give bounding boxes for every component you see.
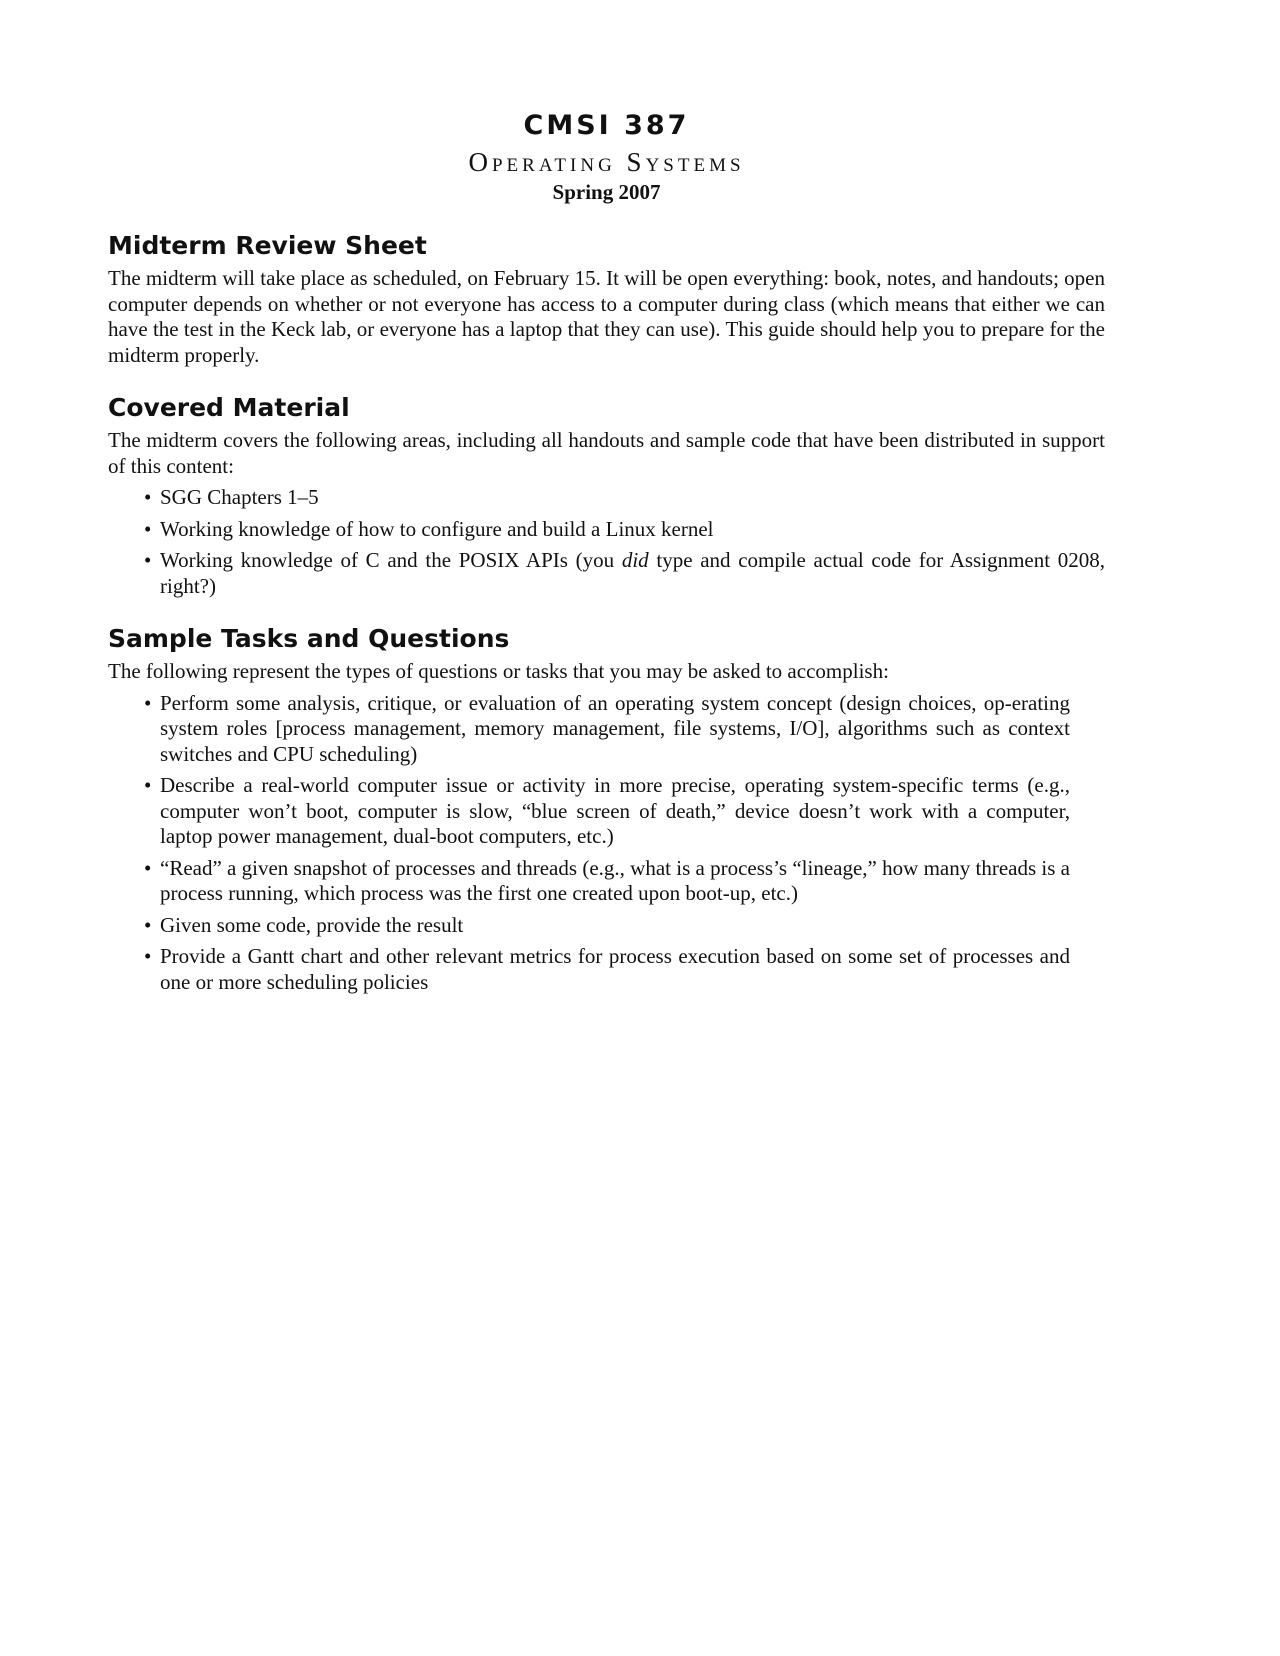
section-heading: Covered Material (108, 393, 350, 422)
section-paragraph: The midterm will take place as scheduled, on February 15. It will be open everything: book, notes, and handouts; open computer depends on whether or not everyone has access to a computer during class (which means that either we can have the test in the Keck lab, or everyone has a laptop that they can use). This guide should help you to prepare for the midterm properly. (108, 266, 1105, 367)
section-covered-material (108, 392, 1105, 599)
list-item-text: Perform some analysis, critique, or evaluation of an operating system concept (design choices, op-erating system roles [process management, memory management, file systems, I/O], algorithms such as context switches and CPU scheduling) (160, 690, 1070, 766)
bullet-icon: • (144, 548, 152, 572)
list-item (144, 485, 1105, 511)
section-sample-tasks (108, 623, 1105, 995)
section-midterm (108, 230, 1105, 368)
list-item-text: SGG Chapters 1–5 (160, 485, 319, 509)
bullet-icon: • (144, 773, 152, 797)
bullet-icon: • (144, 485, 152, 509)
bullet-list (108, 691, 1070, 996)
list-item-text: type and compile actual code for Assignment 0208, right?) (160, 548, 1105, 598)
bullet-list (108, 485, 1105, 599)
section-paragraph: The following represent the types of questions or tasks that you may be asked to accomplish: (108, 659, 889, 683)
list-item (144, 944, 1070, 995)
emphasis-text: did (621, 548, 649, 572)
list-item (144, 690, 1070, 768)
bullet-icon: • (144, 944, 152, 968)
list-item (144, 548, 1105, 599)
list-item (144, 855, 1070, 907)
bullet-icon: • (144, 690, 152, 715)
content (108, 230, 1105, 1019)
section-heading: Midterm Review Sheet (108, 231, 427, 260)
bullet-icon: • (144, 912, 152, 937)
course-subtitle: Operating Systems (468, 147, 745, 177)
list-item (144, 912, 1070, 939)
list-item-text: Working knowledge of C and the POSIX APIs (you (160, 548, 622, 572)
term: Spring 2007 (552, 180, 661, 204)
bullet-icon: • (144, 855, 152, 880)
section-heading: Sample Tasks and Questions (108, 624, 510, 653)
list-item (144, 773, 1070, 850)
list-item-text: Provide a Gantt chart and other relevant metrics for process execution based on some set of processes and one or more scheduling policies (160, 944, 1070, 994)
list-item-text: Given some code, provide the result (160, 912, 464, 937)
list-item-text: Describe a real-world computer issue or activity in more precise, operating system-specific terms (e.g., computer won’t boot, computer is slow, “blue screen of death,” device doesn’t work with a computer, laptop power management, dual-boot computers, etc.) (160, 773, 1070, 848)
list-item-text: “Read” a given snapshot of processes and threads (e.g., what is a process’s “lineage,” how many threads is a process running, which process was the first one created upon boot-up, etc.) (160, 855, 1070, 905)
course-title: CMSI 387 (523, 110, 690, 141)
section-paragraph: The midterm covers the following areas, including all handouts and sample code that have been distributed in support of this content: (108, 428, 1105, 478)
bullet-icon: • (144, 516, 152, 541)
list-item-text: Working knowledge of how to configure and build a Linux kernel (160, 516, 714, 541)
list-item (144, 516, 1105, 543)
